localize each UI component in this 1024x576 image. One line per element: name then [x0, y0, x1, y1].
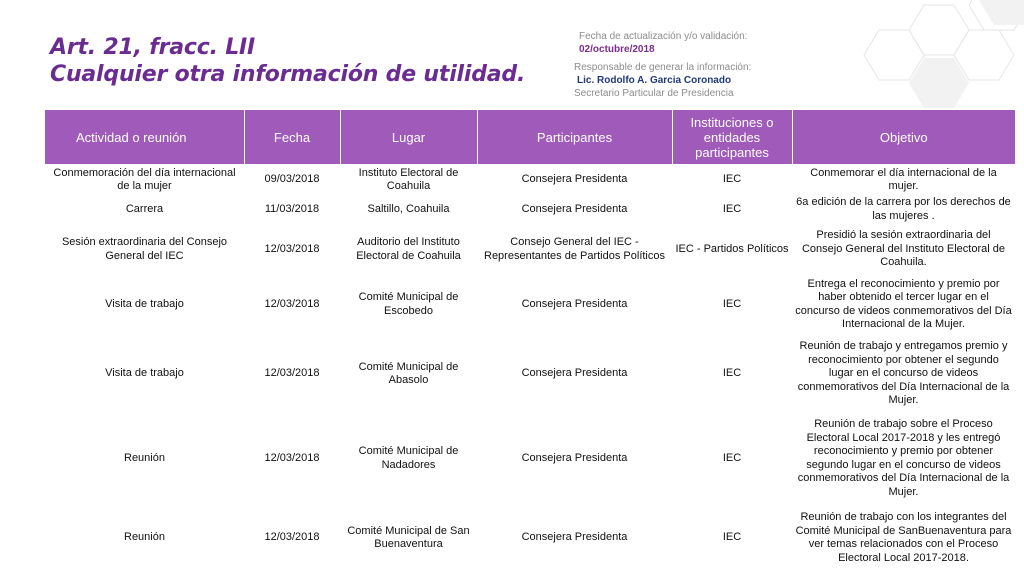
table-row — [45, 276, 1015, 333]
title-line-1: Art. 21, fracc. LII — [50, 35, 255, 60]
title-line-2: Cualquier otra información de utilidad. — [50, 62, 526, 87]
cell-fecha: 12/03/2018 — [264, 531, 320, 544]
cell-actividad: Visita de trabajo — [105, 367, 184, 380]
cell-fecha: 12/03/2018 — [264, 297, 320, 310]
cell-participantes: Consejera Presidenta — [521, 451, 628, 464]
cell-instituciones: IEC — [722, 531, 742, 544]
cell-fecha: 11/03/2018 — [264, 202, 320, 215]
update-date-label: Fecha de actualización y/o validación: — [579, 31, 748, 42]
cell-instituciones: IEC — [722, 202, 742, 215]
column-header-instituciones: Instituciones o entidades participantes — [672, 110, 792, 164]
cell-lugar: Instituto Electoral de Coahuila — [358, 166, 459, 192]
metadata-block — [574, 30, 751, 100]
page-title — [50, 34, 525, 88]
cell-instituciones: IEC — [722, 297, 742, 310]
responsible-role: Secretario Particular de Presidencia — [574, 88, 734, 99]
cell-fecha: 12/03/2018 — [264, 367, 320, 380]
cell-instituciones: IEC — [722, 367, 742, 380]
table-row — [45, 196, 1015, 223]
cell-lugar: Comité Municipal de Escobedo — [358, 291, 459, 317]
responsible-label: Responsable de generar la información: — [574, 62, 752, 73]
cell-participantes: Consejera Presidenta — [521, 173, 628, 186]
table-row — [45, 164, 1015, 196]
column-header-participantes: Participantes — [477, 110, 672, 164]
table-row — [45, 415, 1015, 502]
cell-actividad: Conmemoración del día internacional de la mujer — [53, 166, 236, 192]
cell-lugar: Auditorio del Instituto Electoral de Coahuila — [356, 236, 461, 262]
cell-fecha: 09/03/2018 — [264, 173, 320, 186]
cell-participantes: Consejera Presidenta — [521, 297, 628, 310]
cell-participantes: Consejera Presidenta — [521, 202, 628, 215]
cell-participantes: Consejo General del IEC - Representantes de Partidos Políticos — [484, 236, 665, 262]
cell-participantes: Consejera Presidenta — [521, 367, 628, 380]
background-hexagon-pattern — [724, 0, 1024, 110]
column-header-lugar: Lugar — [340, 110, 477, 164]
cell-instituciones: IEC — [722, 173, 742, 186]
cell-instituciones: IEC — [722, 451, 742, 464]
cell-objetivo: Reunión de trabajo con los integrantes del Comité Municipal de SanBuenaventura para ver temas relacionados con el Proceso Electoral Local 2017-2018. — [795, 511, 1012, 564]
cell-objetivo: Reunión de trabajo y entregamos premio y reconocimiento por obtener el segundo lugar en el concurso de videos conmemorativos del Día Internacional de la Mujer. — [797, 340, 1010, 407]
cell-lugar: Comité Municipal de Abasolo — [358, 360, 459, 386]
cell-objetivo: Presidió la sesión extraordinaria del Consejo General del Instituto Electoral de Coahuila. — [801, 229, 1005, 269]
cell-actividad: Reunión — [124, 451, 165, 464]
cell-lugar: Comité Municipal de San Buenaventura — [347, 524, 470, 550]
column-header-objetivo: Objetivo — [792, 110, 1015, 164]
cell-participantes: Consejera Presidenta — [521, 531, 628, 544]
cell-actividad: Reunión — [124, 531, 165, 544]
cell-objetivo: Entrega el reconocimiento y premio por haber obtenido el tercer lugar en el concurso de videos conmemorativos del Día Internacional de la Mujer. — [795, 277, 1012, 330]
cell-fecha: 12/03/2018 — [264, 242, 320, 255]
table-row — [45, 333, 1015, 415]
table-row — [45, 223, 1015, 276]
cell-objetivo: Reunión de trabajo sobre el Proceso Electoral Local 2017-2018 y les entregó reconocimiento y premio por obtener segundo lugar en el concurso de videos conmemorativos del Día Internacional de la Mujer. — [797, 418, 1010, 498]
column-header-actividad: Actividad o reunión — [45, 110, 244, 164]
activities-table — [45, 110, 1015, 574]
table-header-row — [45, 110, 1015, 164]
cell-actividad: Visita de trabajo — [105, 297, 184, 310]
cell-objetivo: 6a edición de la carrera por los derechos de las mujeres . — [796, 196, 1011, 222]
cell-lugar: Saltillo, Coahuila — [367, 202, 450, 215]
update-date-value: 02/octubre/2018 — [579, 44, 655, 55]
cell-instituciones: IEC - Partidos Políticos — [675, 242, 789, 255]
responsible-name: Lic. Rodolfo A. Garcia Coronado — [577, 75, 732, 86]
cell-lugar: Comité Municipal de Nadadores — [358, 445, 459, 471]
table-row — [45, 502, 1015, 574]
column-header-fecha: Fecha — [244, 110, 340, 164]
cell-actividad: Sesión extraordinaria del Consejo General del IEC — [61, 236, 228, 262]
cell-objetivo: Conmemorar el día internacional de la mujer. — [810, 166, 997, 192]
cell-actividad: Carrera — [125, 202, 164, 215]
cell-fecha: 12/03/2018 — [264, 451, 320, 464]
